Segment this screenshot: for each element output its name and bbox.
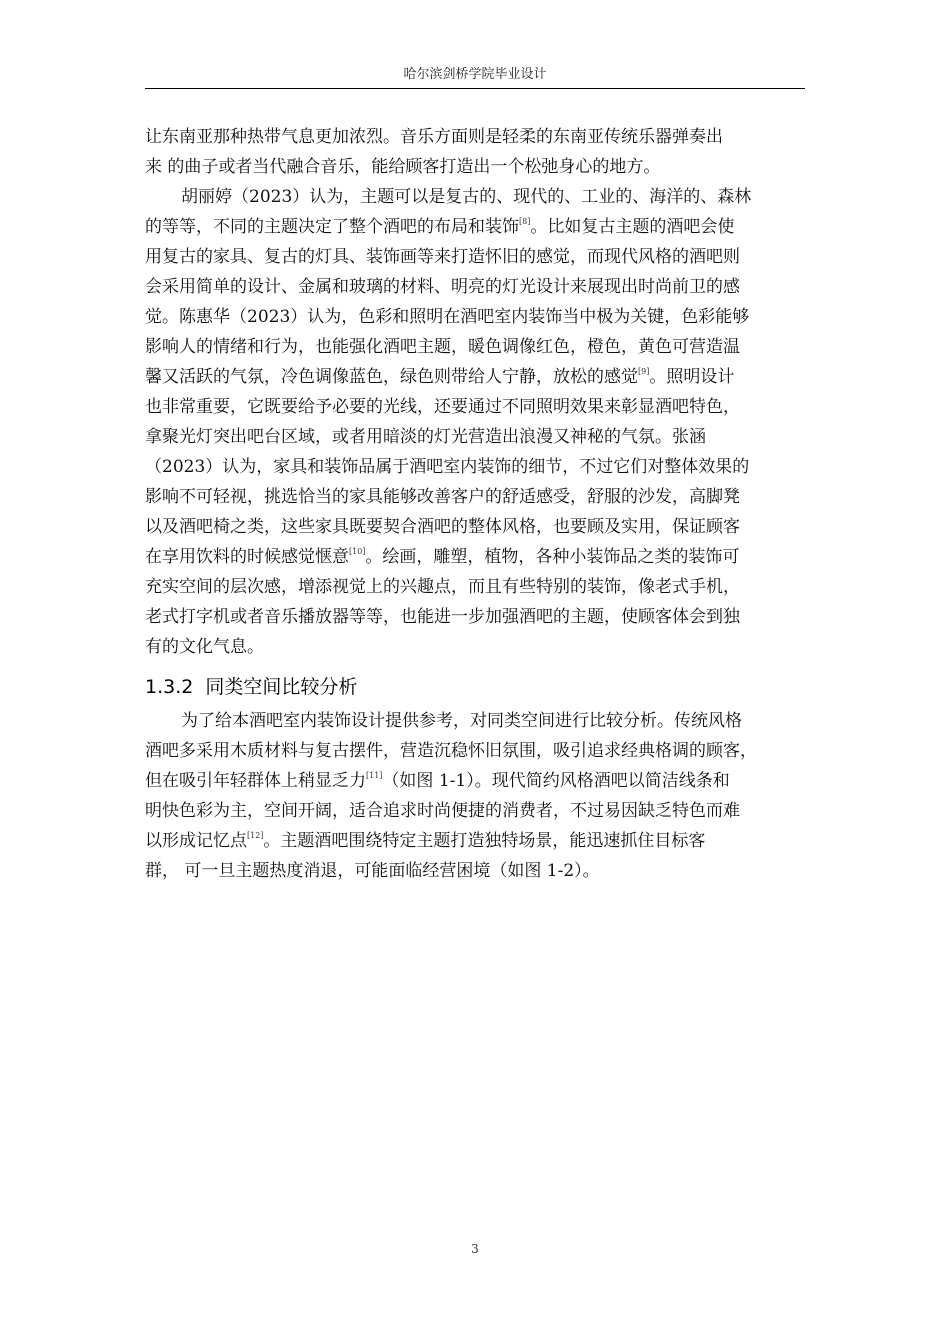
citation-marker: [10] [349,547,366,556]
paragraph [145,182,805,662]
text-run: 明快色彩为主，空间开阔，适合追求时尚便捷的消费者，不过易因缺乏特色而难 [145,801,740,821]
citation-marker: [12] [247,831,264,840]
text-line [145,332,805,362]
text-run: 以及酒吧椅之类，这些家具既要契合酒吧的整体风格，也要顾及实用，保证顾客 [145,517,740,537]
paragraph [145,122,805,182]
text-line [145,392,805,422]
text-run: 馨又活跃的气氛，冷色调像蓝色，绿色则带给人宁静，放松的感觉 [145,367,638,387]
citation-marker: [11] [366,771,383,780]
text-run: 用复古的家具、复古的灯具、装饰画等来打造怀旧的感觉，而现代风格的酒吧则 [145,247,740,267]
text-run: 拿聚光灯突出吧台区域，或者用暗淡的灯光营造出浪漫又神秘的气氛。张涵 [145,427,706,447]
text-line [145,242,805,272]
text-run: 充实空间的层次感，增添视觉上的兴趣点，而且有些特别的装饰，像老式手机， [145,577,740,597]
text-run: （2023）认为，家具和装饰品属于酒吧室内装饰的细节，不过它们对整体效果的 [145,457,750,477]
section-heading-title: 同类空间比较分析 [205,676,358,698]
section-text-a [145,122,805,662]
text-run: 影响人的情绪和行为，也能强化酒吧主题，暖色调像红色，橙色，黄色可营造温 [145,337,740,357]
text-line [145,152,805,182]
text-run: 来 的曲子或者当代融合音乐，能给顾客打造出一个松弛身心的地方。 [145,157,661,177]
text-run: 老式打字机或者音乐播放器等等，也能进一步加强酒吧的主题，使顾客体会到独 [145,607,740,627]
text-run: 。比如复古主题的酒吧会使 [530,217,735,237]
running-header: 哈尔滨剑桥学院毕业设计 [403,67,547,82]
text-line [145,736,805,766]
page-number: 3 [471,1242,479,1256]
text-run: 。绘画，雕塑，植物，各种小装饰品之类的装饰可 [365,547,740,567]
text-line [145,182,805,212]
text-line [145,602,805,632]
text-line [145,856,805,886]
text-run: 。主题酒吧围绕特定主题打造独特场景，能迅速抓住目标客 [263,831,706,851]
section-heading [145,668,805,706]
text-run: 觉。陈惠华（2023）认为，色彩和照明在酒吧室内装饰当中极为关键，色彩能够 [145,307,750,327]
text-run: 胡丽婷（2023）认为，主题可以是复古的、现代的、工业的、海洋的、森林 [181,187,752,207]
text-run: 影响不可轻视，挑选恰当的家具能够改善客户的舒适感受，舒服的沙发，高脚凳 [145,487,740,507]
text-run: 在享用饮料的时候感觉惬意 [145,547,349,567]
text-line [145,542,805,572]
text-line [145,122,805,152]
citation-marker: [8] [519,217,531,226]
text-run: 有的文化气息。 [145,637,264,657]
citation-marker: [9] [638,367,650,376]
text-line [145,422,805,452]
section-heading-number: 1.3.2 [145,676,194,698]
text-line [145,512,805,542]
text-line [145,632,805,662]
text-line [145,362,805,392]
text-line [145,272,805,302]
paragraph [145,706,805,886]
text-run: 群， 可一旦主题热度消退，可能面临经营困境（如图 1-2）。 [145,861,600,881]
text-run: 为了给本酒吧室内装饰设计提供参考，对同类空间进行比较分析。传统风格 [181,711,742,731]
text-line [145,766,805,796]
text-run: 也非常重要，它既要给予必要的光线，还要通过不同照明效果来彰显酒吧特色， [145,397,740,417]
text-line [145,572,805,602]
text-run: 的等等，不同的主题决定了整个酒吧的布局和装饰 [145,217,519,237]
text-run: 但在吸引年轻群体上稍显乏力 [145,771,366,791]
text-run: 酒吧多采用木质材料与复古摆件，营造沉稳怀旧氛围，吸引追求经典格调的顾客， [145,741,757,761]
text-run: 会采用简单的设计、金属和玻璃的材料、明亮的灯光设计来展现出时尚前卫的感 [145,277,740,297]
text-line [145,826,805,856]
text-line [145,212,805,242]
text-line [145,452,805,482]
text-line [145,482,805,512]
text-run: （如图 1-1）。现代简约风格酒吧以简洁线条和 [382,771,730,791]
text-run: 让东南亚那种热带气息更加浓烈。音乐方面则是轻柔的东南亚传统乐器弹奏出 [145,127,723,147]
text-run: 。照明设计 [649,367,735,387]
header-rule [145,88,805,89]
section-text-b [145,706,805,886]
text-run: 以形成记忆点 [145,831,247,851]
body-text [145,122,805,886]
text-line [145,706,805,736]
text-line [145,796,805,826]
text-line [145,302,805,332]
